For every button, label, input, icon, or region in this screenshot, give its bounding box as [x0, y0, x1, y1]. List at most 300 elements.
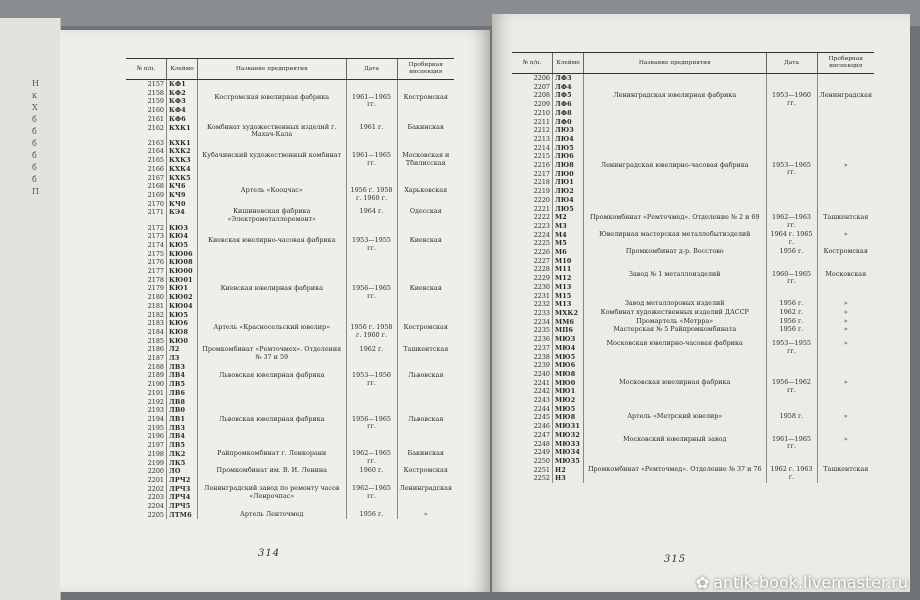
entry-number: 2171: [147, 208, 164, 217]
table-row: [126, 182, 454, 208]
hallmark-code: МЮ5: [555, 352, 576, 361]
enterprise-name: Ленинградская ювелирная фабрика: [584, 74, 767, 127]
enterprise-name: Артель «Кооцчас»: [198, 182, 347, 208]
entry-number: 2189: [147, 371, 164, 380]
entry-number: 2159: [147, 97, 164, 106]
table-row: [126, 124, 454, 139]
entry-number: 2228: [533, 265, 550, 274]
enterprise-name: Московский ювелирный завод: [584, 422, 767, 466]
hallmark-code: ЛВ5: [169, 380, 186, 389]
entry-number: 2209: [533, 100, 550, 109]
table-row: [126, 208, 454, 223]
table-row: [126, 450, 454, 467]
header-inspection: Пробирная инспекция: [817, 53, 874, 74]
inspection-office: Бакинская: [397, 450, 454, 467]
date-range: 1961 г.: [346, 124, 397, 139]
entry-numbers: [512, 300, 553, 309]
table-row: [126, 267, 454, 319]
entry-numbers: [126, 80, 167, 124]
date-range: 1961—1965 гг.: [346, 139, 397, 183]
hallmark-codes: [167, 208, 198, 223]
hallmark-code: Н2: [555, 465, 566, 474]
hallmark-code: МЮ34: [555, 448, 580, 457]
entry-number: 2185: [147, 336, 164, 345]
entry-number: 2230: [533, 282, 550, 291]
entry-number: 2216: [533, 161, 550, 170]
hallmark-code: МЮ32: [555, 430, 580, 439]
hallmark-code: ЛВ8: [169, 397, 186, 406]
hallmark-code: М6: [555, 248, 567, 257]
hallmark-code: МЮ31: [555, 422, 580, 431]
enterprise-name: Артель «Красносельский ювелир»: [198, 319, 347, 345]
entry-number: 2229: [533, 274, 550, 283]
inspection-office: Костромская: [817, 248, 874, 257]
hallmark-code: КЧ0: [169, 199, 186, 208]
hallmark-code: МЮ2: [555, 396, 576, 405]
hallmark-codes: [167, 124, 198, 139]
hallmark-code: КХК5: [169, 173, 191, 182]
inspection-office: Московская и Тбилисская: [397, 139, 454, 183]
hallmark-codes: [167, 224, 198, 268]
inspection-office: »: [817, 300, 874, 309]
hallmark-code: КХК2: [169, 147, 191, 156]
entry-number: 2178: [147, 275, 164, 284]
table-row: [126, 398, 454, 450]
hallmark-code: ЛЮ8: [555, 161, 574, 170]
hallmark-code: ЛРЧ2: [169, 475, 191, 484]
hallmark-codes: [553, 361, 584, 413]
entry-number: 2195: [147, 423, 164, 432]
entry-number: 2221: [533, 204, 550, 213]
entry-number: 2247: [533, 430, 550, 439]
enterprise-name: Промкомбинат «Ремточмед». Отделение № 2 и 69: [584, 213, 767, 230]
hallmark-code: М4: [555, 230, 567, 239]
inspection-office: Харьковская: [397, 182, 454, 208]
hallmark-codes: [167, 398, 198, 450]
enterprise-name: Промкомбинат «Ремточмех». Отделения № 37 и 59: [198, 345, 347, 362]
hallmark-code: КЮ00: [169, 267, 193, 276]
entry-number: 2203: [147, 493, 164, 502]
entry-number: 2167: [147, 173, 164, 182]
entry-numbers: [126, 319, 167, 345]
entry-numbers: [512, 326, 553, 335]
enterprise-name: Кишиневская фабрика «Электрометаллоремонт»: [198, 208, 347, 223]
entry-number: 2182: [147, 310, 164, 319]
hallmark-code: МЮ8: [555, 413, 576, 422]
hallmark-codes: [167, 182, 198, 208]
hallmark-codes: [167, 363, 198, 398]
inspection-office: »: [817, 413, 874, 422]
entry-number: 2206: [533, 74, 550, 82]
entry-number: 2158: [147, 88, 164, 97]
enterprise-name: Промкомбинат «Ремточмед». Отделение № 37 и 76: [584, 466, 767, 483]
entry-number: 2215: [533, 152, 550, 161]
table-row: [512, 422, 874, 466]
hallmark-code: КФ2: [169, 88, 186, 97]
hallmark-code: ЛВ0: [169, 406, 186, 415]
hallmark-codes: [553, 126, 584, 213]
entry-number: 2238: [533, 352, 550, 361]
entry-numbers: [126, 476, 167, 511]
entry-number: 2212: [533, 126, 550, 135]
entry-number: 2201: [147, 475, 164, 484]
entry-number: 2173: [147, 232, 164, 241]
date-range: 1956 г.: [766, 326, 817, 335]
enterprise-name: Промартель «Метрра»: [584, 318, 767, 327]
hallmark-code: МЮ8: [555, 369, 576, 378]
table-row: [512, 74, 874, 127]
entry-numbers: [512, 309, 553, 318]
hallmark-codes: [167, 319, 198, 345]
header-enterprise: Название предприятия: [584, 53, 767, 74]
entry-number: 2251: [533, 465, 550, 474]
entry-number: 2224: [533, 230, 550, 239]
enterprise-name: Артель «Метрский ювелир»: [584, 413, 767, 422]
date-range: 1953—1960 гг.: [766, 74, 817, 127]
entry-number: 2214: [533, 143, 550, 152]
entry-number: 2241: [533, 378, 550, 387]
entry-number: 2175: [147, 249, 164, 258]
table-row: [126, 467, 454, 476]
table-row: [126, 139, 454, 183]
watermark-text: antik-book.livemaster.ru: [713, 573, 908, 592]
table-row: [126, 363, 454, 398]
entry-numbers: [126, 450, 167, 467]
entry-number: 2177: [147, 267, 164, 276]
hallmark-code: ЛЮ5: [555, 204, 574, 213]
hallmark-code: КХК3: [169, 156, 191, 165]
entry-number: 2210: [533, 108, 550, 117]
date-range: 1956 г. 1958 г. 1960 г.: [346, 319, 397, 345]
entry-numbers: [512, 413, 553, 422]
entry-number: 2239: [533, 361, 550, 370]
hallmark-code: КЮ3: [169, 223, 189, 232]
header-mark: Клеймо: [167, 59, 198, 80]
entry-number: 2183: [147, 319, 164, 328]
entry-number: 2162: [147, 123, 164, 132]
entry-number: 2250: [533, 456, 550, 465]
entry-number: 2207: [533, 82, 550, 91]
hallmark-code: КЮ02: [169, 293, 193, 302]
entry-number: 2191: [147, 388, 164, 397]
entry-number: 2208: [533, 91, 550, 100]
enterprise-name: Московская ювелирно-часовая фабрика: [584, 335, 767, 361]
date-range: 1956—1965 гг.: [346, 267, 397, 319]
entry-number: 2198: [147, 449, 164, 458]
inspection-office: Ташкентская: [817, 213, 874, 230]
header-enterprise: Название предприятия: [198, 59, 347, 80]
date-range: 1962 г.: [766, 309, 817, 318]
hallmark-code: КХК1: [169, 138, 191, 147]
behind-page-char: П: [32, 187, 39, 196]
entry-numbers: [126, 139, 167, 183]
date-range: 1962—1965 гг.: [346, 476, 397, 511]
inspection-office: Одесская: [397, 208, 454, 223]
entry-number: 2187: [147, 354, 164, 363]
inspection-office: »: [817, 126, 874, 213]
hallmark-code: ЛЮ1: [555, 178, 574, 187]
hallmark-code: МЮ0: [555, 378, 576, 387]
table-row: [512, 257, 874, 301]
hallmark-code: М11: [555, 265, 572, 274]
enterprise-name: Завод металлоровых изделий: [584, 300, 767, 309]
hallmark-code: ЛЮ5: [555, 143, 574, 152]
table-row: [512, 361, 874, 413]
entry-number: 2186: [147, 345, 164, 354]
date-range: 1960—1965 гг.: [766, 257, 817, 301]
hallmark-codes: [553, 257, 584, 301]
entry-number: 2211: [533, 117, 550, 126]
behind-page-char: б: [32, 139, 37, 148]
inspection-office: Бакинская: [397, 124, 454, 139]
hallmark-codes: [553, 413, 584, 422]
entry-number: 2231: [533, 291, 550, 300]
hallmark-code: КЮ08: [169, 258, 193, 267]
hallmark-code: Н3: [555, 474, 566, 483]
inspection-office: »: [817, 318, 874, 327]
header-inspection: Пробирная инспекция: [397, 59, 454, 80]
hallmark-code: МЮ6: [555, 361, 576, 370]
enterprise-name: Промкомбинат им. В. И. Ленина: [198, 467, 347, 476]
inspection-office: »: [817, 309, 874, 318]
entry-numbers: [126, 345, 167, 362]
date-range: 1953—1956 гг.: [346, 363, 397, 398]
date-range: 1958 г.: [766, 413, 817, 422]
hallmark-code: КЭ4: [169, 208, 185, 217]
enterprise-name: Ювелирная мастерская металлобытизделий: [584, 231, 767, 248]
hallmark-code: ЛЮ4: [555, 134, 574, 143]
header-date: Дата: [766, 53, 817, 74]
entry-number: 2197: [147, 441, 164, 450]
inspection-office: »: [817, 231, 874, 248]
inspection-office: »: [817, 326, 874, 335]
table-row: [512, 466, 874, 483]
entry-number: 2245: [533, 413, 550, 422]
hallmark-code: ЛРЧ3: [169, 484, 191, 493]
entry-number: 2193: [147, 406, 164, 415]
entry-number: 2164: [147, 147, 164, 156]
entry-number: 2204: [147, 502, 164, 511]
hallmark-code: ЛВ4: [169, 432, 186, 441]
inspection-office: Киевская: [397, 267, 454, 319]
entry-number: 2168: [147, 182, 164, 191]
hallmark-code: ЛК2: [169, 449, 186, 458]
entry-number: 2252: [533, 474, 550, 483]
date-range: 1962—1963 гг.: [766, 213, 817, 230]
hallmark-code: ЛВ4: [169, 371, 186, 380]
date-range: 1961—1965 гг.: [346, 80, 397, 124]
watermark: [696, 573, 908, 592]
enterprise-name: Мастерская № 5 Райпромкомбината: [584, 326, 767, 335]
inspection-office: Львовская: [397, 363, 454, 398]
entry-number: 2179: [147, 284, 164, 293]
hallmark-code: КХК4: [169, 164, 191, 173]
date-range: 1956—1965 гг.: [346, 398, 397, 450]
entry-numbers: [126, 182, 167, 208]
hallmark-code: ЛВ1: [169, 414, 186, 423]
hallmark-codes: [553, 335, 584, 361]
hallmark-code: ЛФ6: [555, 100, 572, 109]
entry-number: 2166: [147, 164, 164, 173]
date-range: 1962 г.: [346, 345, 397, 362]
entry-numbers: [512, 74, 553, 127]
entry-number: 2222: [533, 213, 550, 222]
entry-number: 2161: [147, 114, 164, 123]
hallmark-codes: [553, 231, 584, 248]
entry-number: 2188: [147, 362, 164, 371]
entry-number: 2248: [533, 439, 550, 448]
entry-number: 2190: [147, 380, 164, 389]
enterprise-name: Московская ювелирная фабрика: [584, 361, 767, 413]
hallmark-codes: [167, 139, 198, 183]
hallmark-code: ЛРЧ5: [169, 502, 191, 511]
date-range: 1956 г. 1958 г. 1960 г.: [346, 182, 397, 208]
enterprise-name: Киевская ювелирно-часовая фабрика: [198, 224, 347, 268]
hallmark-code: КЧ6: [169, 182, 186, 191]
table-row: [126, 319, 454, 345]
entry-numbers: [512, 361, 553, 413]
date-range: 1964 г. 1965 г.: [766, 231, 817, 248]
header-mark: Клеймо: [553, 53, 584, 74]
hallmark-code: М15: [555, 291, 572, 300]
entry-number: 2176: [147, 258, 164, 267]
enterprise-name: Артель Ленточмед: [198, 511, 347, 520]
entry-number: 2172: [147, 223, 164, 232]
hallmark-code: М12: [555, 274, 572, 283]
entry-number: 2233: [533, 308, 550, 317]
date-range: 1956 г.: [346, 511, 397, 520]
behind-page-char: б: [32, 127, 37, 136]
behind-page-char: б: [32, 151, 37, 160]
header-date: Дата: [346, 59, 397, 80]
entry-number: 2243: [533, 396, 550, 405]
date-range: 1953—1955 гг.: [766, 335, 817, 361]
hallmark-code: Л2: [169, 345, 180, 354]
entry-number: 2160: [147, 106, 164, 115]
entry-number: 2218: [533, 178, 550, 187]
inspection-office: Львовская: [397, 398, 454, 450]
hallmark-code: МЮ5: [555, 404, 576, 413]
behind-page: [0, 18, 61, 600]
entry-number: 2223: [533, 221, 550, 230]
hallmark-codes: [553, 466, 584, 483]
entry-numbers: [512, 126, 553, 213]
hallmark-code: МХК2: [555, 308, 579, 317]
hallmark-code: ЛЮ2: [555, 187, 574, 196]
hallmark-code: Л3: [169, 354, 180, 363]
right-register-table: [512, 52, 874, 483]
table-row: [512, 231, 874, 248]
enterprise-name: Промкомбинат д-р. Восстово: [584, 248, 767, 257]
hallmark-code: МЮ33: [555, 439, 580, 448]
behind-page-char: б: [32, 163, 37, 172]
entry-numbers: [126, 398, 167, 450]
hallmark-code: ЛК5: [169, 458, 186, 467]
entry-number: 2184: [147, 327, 164, 336]
entry-number: 2192: [147, 397, 164, 406]
left-page: [60, 30, 490, 592]
table-row: [512, 248, 874, 257]
entry-numbers: [126, 467, 167, 476]
entry-number: 2217: [533, 169, 550, 178]
inspection-office: Ленинградская: [397, 476, 454, 511]
entry-number: 2165: [147, 156, 164, 165]
entry-number: 2220: [533, 195, 550, 204]
entry-numbers: [126, 224, 167, 268]
inspection-office: »: [397, 511, 454, 520]
hallmark-codes: [167, 450, 198, 467]
hallmark-code: ЛФ0: [555, 117, 572, 126]
entry-numbers: [126, 511, 167, 520]
enterprise-name: Райпромкомбинат г. Ленкорани: [198, 450, 347, 467]
behind-page-char: Х: [32, 103, 38, 112]
left-table-body: [126, 80, 454, 520]
entry-numbers: [512, 335, 553, 361]
hallmark-code: МЮ4: [555, 343, 576, 352]
hallmark-codes: [167, 476, 198, 511]
hallmark-codes: [167, 511, 198, 520]
right-table-body: [512, 74, 874, 484]
date-range: 1953—1955 гг.: [346, 224, 397, 268]
entry-numbers: [126, 124, 167, 139]
hallmark-code: МЮ35: [555, 456, 580, 465]
table-row: [126, 345, 454, 362]
entry-number: 2181: [147, 301, 164, 310]
table-row: [126, 511, 454, 520]
entry-number: 2235: [533, 326, 550, 335]
hallmark-codes: [167, 467, 198, 476]
hallmark-code: М3: [555, 221, 567, 230]
entry-number: 2244: [533, 404, 550, 413]
header-number: № п/п.: [126, 59, 167, 80]
entry-number: 2199: [147, 458, 164, 467]
entry-number: 2219: [533, 187, 550, 196]
entry-number: 2246: [533, 422, 550, 431]
table-row: [512, 326, 874, 335]
hallmark-codes: [553, 248, 584, 257]
inspection-office: Московская: [817, 257, 874, 301]
inspection-office: Киевская: [397, 224, 454, 268]
behind-page-text: [32, 78, 44, 198]
date-range: 1962—1965 гг.: [346, 450, 397, 467]
enterprise-name: Ленинградский завод по ремонту часов «Ленрочпас»: [198, 476, 347, 511]
hallmark-code: КЮ8: [169, 327, 189, 336]
inspection-office: »: [817, 335, 874, 361]
hallmark-codes: [553, 213, 584, 230]
entry-number: 2234: [533, 317, 550, 326]
table-row: [512, 335, 874, 361]
inspection-office: Ташкентская: [817, 466, 874, 483]
hallmark-code: КЮ5: [169, 310, 189, 319]
entry-numbers: [512, 422, 553, 466]
entry-numbers: [512, 231, 553, 248]
entry-number: 2180: [147, 293, 164, 302]
hallmark-code: ЛВ6: [169, 388, 186, 397]
hallmark-code: КФ6: [169, 114, 186, 123]
hallmark-code: МЮ3: [555, 335, 576, 344]
entry-numbers: [512, 466, 553, 483]
hallmark-code: КЮ6: [169, 319, 189, 328]
enterprise-name: Комбинат художественных изделий ДАССР: [584, 309, 767, 318]
right-table-header: [512, 53, 874, 74]
hallmark-codes: [167, 345, 198, 362]
hallmark-code: ЛВ3: [169, 423, 186, 432]
enterprise-name: Кубачинский художественный комбинат: [198, 139, 347, 183]
entry-number: 2169: [147, 190, 164, 199]
entry-number: 2170: [147, 199, 164, 208]
hallmark-code: ЛФ5: [555, 91, 572, 100]
behind-page-char: Н: [32, 79, 39, 88]
